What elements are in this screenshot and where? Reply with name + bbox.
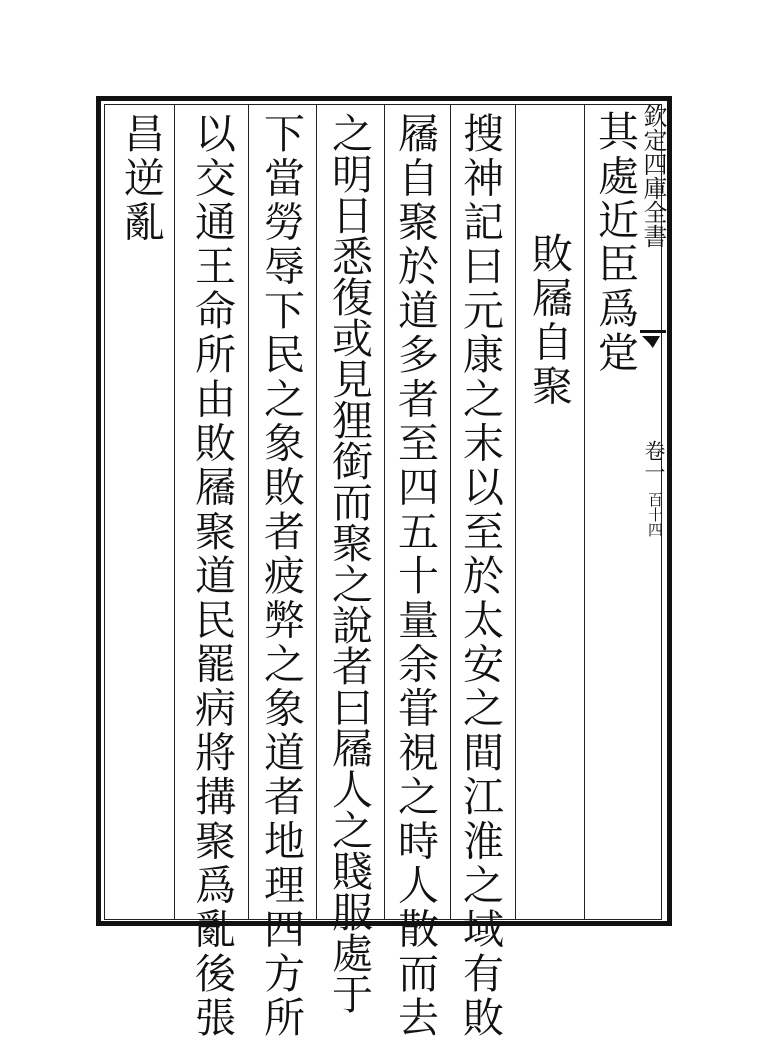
fishtail-mark [640, 330, 666, 355]
column-rule [174, 104, 175, 920]
text-column-2-heading: 敗屩自聚 [525, 232, 573, 409]
juan-number: 卷一 [642, 440, 666, 482]
text-column-6: 下當勞辱下民之象敗者疲弊之象道者地理四方所 [257, 112, 305, 1040]
column-rule [450, 104, 451, 920]
column-rule [515, 104, 516, 920]
column-rule [316, 104, 317, 920]
text-column-7: 以交通王命所由敗屩聚道民罷病將搆聚爲亂後張 [188, 112, 236, 1040]
text-column-5: 之明日悉復或見狸銜而聚之說者曰屩人之賤服處于 [325, 112, 373, 1014]
column-rule [248, 104, 249, 920]
column-rule [584, 104, 585, 920]
text-column-3: 搜神記曰元康之末以至於太安之間江淮之域有敗 [456, 112, 504, 1040]
book-title: 欽定四庫全書 [639, 104, 667, 248]
text-column-4: 屩自聚於道多者至四五十量余甞視之時人散而去 [391, 112, 439, 1040]
page-number: 百十四 [646, 492, 664, 537]
text-column-8: 昌逆亂 [117, 112, 165, 245]
column-rule [384, 104, 385, 920]
text-column-1: 其處近臣爲䟫 [591, 110, 639, 376]
